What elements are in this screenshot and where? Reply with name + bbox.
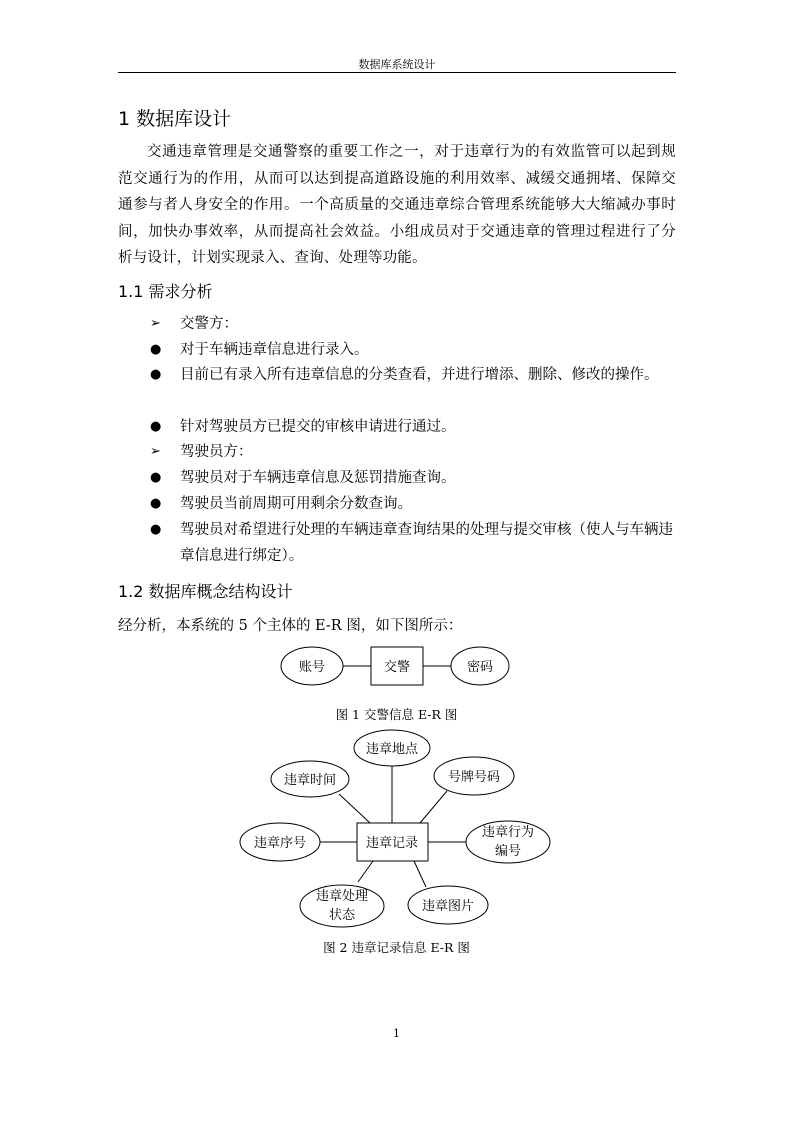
list-item: 目前已有录入所有违章信息的分类查看，并进行增添、删除、修改的操作。	[180, 367, 659, 383]
list-item: 驾驶员方：	[180, 444, 253, 460]
section-heading-1-2: 1.2 数据库概念结构设计	[118, 582, 293, 601]
er-edge	[339, 794, 370, 823]
dot-bullet-icon: ●	[150, 342, 162, 357]
list-item: 驾驶员对于车辆违章信息及惩罚措施查询。	[180, 470, 456, 486]
er-label: 密码	[466, 660, 494, 675]
figure-intro: 经分析，本系统的 5 个主体的 E-R 图，如下图所示：	[118, 618, 463, 634]
er-label: 交警	[383, 660, 411, 675]
er-edge	[358, 861, 373, 882]
section-heading-1: 1 数据库设计	[118, 108, 232, 130]
er-label: 违章时间	[283, 773, 337, 788]
dot-bullet-icon: ●	[150, 419, 162, 434]
er-label: 违章记录	[365, 836, 419, 851]
er-label: 违章地点	[365, 742, 419, 757]
er-label: 违章行为	[481, 825, 535, 840]
er-label: 账号	[298, 660, 326, 675]
dot-bullet-icon: ●	[150, 470, 162, 485]
dot-bullet-icon: ●	[150, 496, 162, 511]
figure-2-caption: 图 2 违章记录信息 E-R 图	[323, 940, 470, 955]
er-label: 违章序号	[253, 836, 307, 851]
er-label: 号牌号码	[447, 770, 501, 785]
er-label: 编号	[494, 844, 522, 859]
list-item: 对于车辆违章信息进行录入。	[180, 342, 369, 358]
er-edge	[414, 861, 426, 887]
intro-paragraph: 交通违章管理是交通警察的重要工作之一，对于违章行为的有效监管可以起到规范交通行为的作用，从而可以达到提高道路设施的利用效率、减缓交通拥堵、保障交通参与者人身安全的作用。一个高质量的交通违章综合管理系统能够大大缩减办事时间，加快办事效率，从而提高社会效益。小组成员对于交通违章的管理过程进行了分析与设计，计划实现录入、查询、处理等功能。	[118, 144, 676, 266]
list-item: 针对驾驶员方已提交的审核申请进行通过。	[180, 419, 456, 435]
arrow-bullet-icon: ➢	[150, 444, 161, 459]
figure-1-caption: 图 1 交警信息 E-R 图	[335, 707, 458, 722]
er-label: 违章处理	[315, 889, 369, 904]
dot-bullet-icon: ●	[150, 522, 162, 537]
list-item: 交警方：	[180, 316, 238, 332]
dot-bullet-icon: ●	[150, 367, 162, 382]
er-label: 状态	[328, 908, 356, 923]
section-heading-1-1: 1.1 需求分析	[118, 282, 213, 301]
page-header: 数据库系统设计	[358, 58, 436, 71]
list-item: 驾驶员对希望进行处理的车辆违章查询结果的处理与提交审核（使人与车辆违章信息进行绑定）。	[180, 522, 673, 564]
list-item: 驾驶员当前周期可用剩余分数查询。	[180, 496, 412, 512]
er-label: 违章图片	[421, 899, 475, 914]
er-edge	[420, 791, 447, 823]
arrow-bullet-icon: ➢	[150, 316, 161, 331]
page-number: 1	[393, 1027, 400, 1040]
